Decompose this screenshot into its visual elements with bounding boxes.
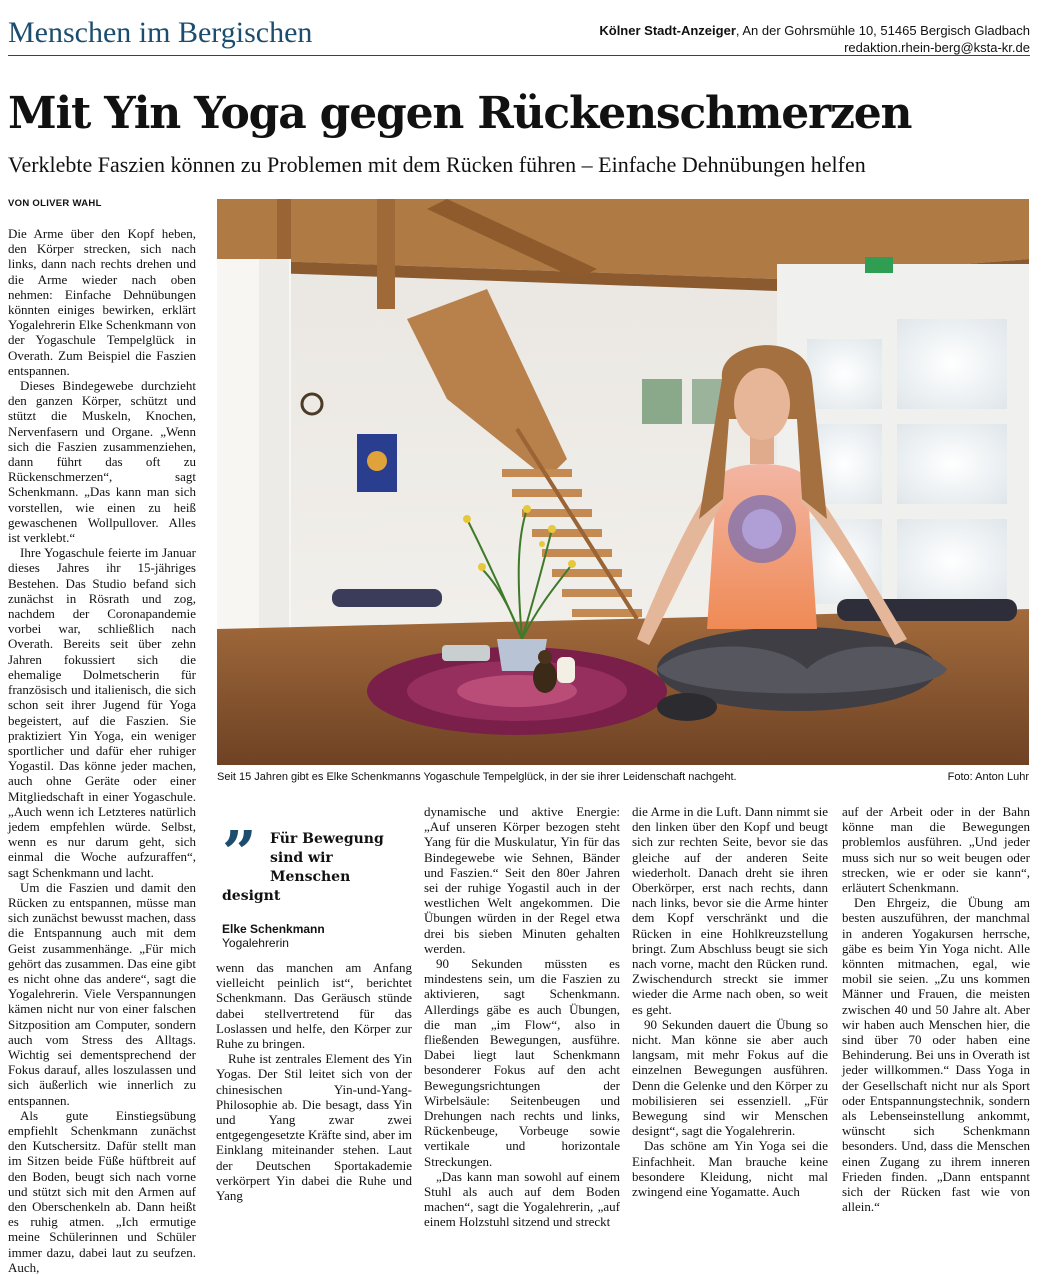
paragraph: Um die Faszien und damit den Rücken zu entspannen, müsse man sich zunächst bewusst machen, dass die Entspannung auch mit dem Geist zusammenhänge. „Für mich gehört das zusammen. Das eine gibt es nicht ohne das andere“, sagt die Yogalehrerin. Viele Verspannungen kämen nicht nur von einer falschen Sitzposition am Computer, sondern auch vom Stress des Alltags. Wichtig sei dementsprechend der Fokus darauf, alles loszulassen und sich äußerlich wie innerlich zu entspannen. <box>8 879 196 1108</box>
paragraph: Das schöne am Yin Yoga sei die Einfachheit. Man brauche keine besondere Kleidung, nicht mal zwingend eine Yogamatte. Auch <box>632 1138 828 1200</box>
paragraph: Ruhe ist zentrales Element des Yin Yogas. Der Stil leitet sich von der chinesischen Yin-und-Yang-Philosophie ab. Die besagt, dass Yin und Yang zwar zwei entgegengesetzte Kräfte sind, aber im Einklang miteinander stehen. Laut der Deutschen Sportakademie verkörpert Yin dabei die Ruhe und Yang <box>216 1051 412 1204</box>
paper-email: redaktion.rhein-berg@ksta-kr.de <box>844 40 1030 55</box>
paragraph: Ihre Yogaschule feierte im Januar dieses Jahres ihr 15-jähriges Bestehen. Das Studio befand sich zunächst in Rösrath und zog, nachdem der Coronapandemie vorbei war, schließlich nach Overath. Bereits seit über zehn Jahren fokussiert sich die ehemalige Dolmetscherin für französisch und italienisch, die sich schon seit ihrer Jugend für Yoga begeistert, auf die Faszien. Sie praktiziert Yin Yoga, ein weniger sportlicher und dafür eher ruhiger Yogastil. Das könne jeder machen, auch ohne Geräte oder einer Mitgliedschaft in einer Yogaschule. „Auch wenn ich Letzteres natürlich jedem empfehlen würde. Selbst, wenn es nur darum geht, sich einmal die Woche aufzuraffen“, sagt Schenkmann und lacht. <box>8 545 196 880</box>
paragraph: Den Ehrgeiz, die Übung am besten auszuführen, der manchmal in anderen Yogakursen herrsche, gäbe es beim Yin Yoga nicht. Alle könnten mitmachen, egal, wie mobil sie seien. „Zu uns kommen Männer und Frauen, die meisten zwischen 40 und 50 Jahre alt. Aber wir haben auch Menschen hier, die sind über 70 oder haben eine Behinderung. Bei uns in Overath ist jeder willkommen.“ Dass Yoga in der Gesellschaft nicht nur als Sport oder Entspannungstechnik, sondern als Lebenseinstellung ankommt, wünscht sich Schenkmann besonders. Und, dass die Menschen einen Zugang zu ihrem inneren Frieden finden. „Dann entspannt sich der Rücken fast wie von allein.“ <box>842 895 1030 1215</box>
photo-credit: Foto: Anton Luhr <box>947 771 1029 783</box>
column-4 <box>632 804 828 1199</box>
paragraph: 90 Sekunden dauert die Übung so nicht. Man könne sie aber auch langsam, mit mehr Fokus auf die einzelnen Bewegungen ausführen. Denn die Gelenke und den Körper zu mobilisieren sei essenziell. „Für Bewegung sind wir Menschen designt“, sagt die Yogalehrerin. <box>632 1016 828 1139</box>
section-rule <box>8 55 1030 56</box>
pull-quote-text: Für Bewegung sind wir Menschen <box>270 831 384 885</box>
paragraph: Dieses Bindegewebe durchzieht den ganzen Körper, schützt und stützt die Muskeln, Knochen, Nervenfasern und Organe. „Wenn sich die Faszien zusammenziehen, dann führt das oft zu Rückenschmerzen“, sagt Schenkmann. „Das kann man sich vorstellen, wie einen zu heiß gewaschenen Wollpullover. Alles ist verklebt.“ <box>8 378 196 546</box>
quote-mark-icon: ” <box>222 819 257 889</box>
paper-address: , An der Gohrsmühle 10, 51465 Bergisch Gladbach <box>735 23 1030 38</box>
paragraph: auf der Arbeit oder in der Bahn könne man die Bewegungen problemlos ausführen. „Und jeder muss sich nur so weit beugen oder strecken, wie er oder sie kann“, erläutert Schenkmann. <box>842 804 1030 896</box>
pull-quote-role: Yogalehrerin <box>222 936 289 950</box>
pull-quote <box>222 819 414 950</box>
caption-text: Seit 15 Jahren gibt es Elke Schenkmanns Yogaschule Tempelglück, in der sie ihrer Leidenschaft nachgeht. <box>217 771 737 783</box>
column-1 <box>8 226 196 1275</box>
column-5 <box>842 804 1030 1214</box>
masthead <box>599 22 1030 56</box>
article-photo <box>217 199 1029 765</box>
section-title: Menschen im Bergischen <box>8 16 313 49</box>
yoga-studio-illustration <box>217 199 1029 765</box>
photo-caption <box>217 771 1029 783</box>
paragraph: die Arme in die Luft. Dann nimmt sie den linken über den Kopf und beugt sich zur rechten Seite, bevor sie das gleiche auf der anderen Seite wiederholt. Danach dreht sie ihren Oberkörper, erst nach rechts, dann nach links, bevor sie die Arme hinter dem Kopf verschränkt und die Rücken in eine Hohlkreuzstellung bringt. Zum Abschluss beugt sie sich nach vorne, macht den Rücken rund. Zwischendurch streckt sie immer wieder die Arme nach oben, so weit es geht. <box>632 804 828 1017</box>
subheadline: Verklebte Faszien können zu Problemen mit dem Rücken führen – Einfache Dehnübungen helfen <box>8 152 866 177</box>
paper-name: Kölner Stadt-Anzeiger <box>599 23 736 38</box>
byline: VON OLIVER WAHL <box>8 198 102 209</box>
headline: Mit Yin Yoga gegen Rückenschmerzen <box>8 88 912 139</box>
paragraph: dynamische und aktive Energie: „Auf unseren Körper bezogen steht Yang für die Muskulatur, Yin für das Bindegewebe wie Sehnen, Bänder und Faszien.“ Seit den 80er Jahren sei der ruhige Yogastil auch in der westlichen Welt angekommen. Die Übungen würden in der Regel etwa drei bis sieben Minuten gehalten werden. <box>424 804 620 956</box>
paragraph: Als gute Einstiegsübung empfiehlt Schenkmann zunächst den Kutschersitz. Dafür stellt man im Sitzen beide Füße hüftbreit auf den Boden, beugt sich nach vorne und stützt sich mit den Armen auf den Oberschenkeln ab. Dann heißt es ruhig atmen. „Ich ermutige meine Schülerinnen und Schüler immer dazu, dabei laut zu seufzen. Auch, <box>8 1107 196 1275</box>
column-3 <box>424 804 620 1230</box>
column-2 <box>216 960 412 1203</box>
pull-quote-text-end: designt <box>222 888 281 904</box>
paragraph: wenn das manchen am Anfang vielleicht peinlich ist“, berichtet Schenkmann. Das Geräusch stünde dabei stellvertretend für das Loslassen und helfe, den Körper zur Ruhe zu bringen. <box>216 960 412 1052</box>
paragraph: 90 Sekunden müssten es mindestens sein, um die Faszien zu aktivieren, sagt Schenkmann. Allerdings gäbe es auch Übungen, die man „im Flow“, also in fließenden Bewegungen, ausführe. Dabei liegt laut Schenkmann besonderer Fokus auf den acht Bewegungsrichtungen der Wirbelsäule: Seitenbeugen und Drehungen nach rechts und links, Rückenbeuge, Vorbeuge sowie vertikale und horizontale Streckungen. <box>424 956 620 1169</box>
paragraph: Die Arme über den Kopf heben, den Körper strecken, sich nach links, dann nach rechts drehen und die Arme wieder nach oben nehmen: Einfache Dehnübungen könnten einiges bewirken, erklärt Yogalehrerin Elke Schenkmann von der Yogaschule Tempelglück in Overath. Zum Beispiel die Faszien entspannen. <box>8 226 196 378</box>
paragraph: „Das kann man sowohl auf einem Stuhl als auch auf dem Boden machen“, sagt die Yogalehrerin, „auf einem Holzstuhl sitzend und streckt <box>424 1168 620 1230</box>
pull-quote-name: Elke Schenkmann <box>222 922 325 936</box>
